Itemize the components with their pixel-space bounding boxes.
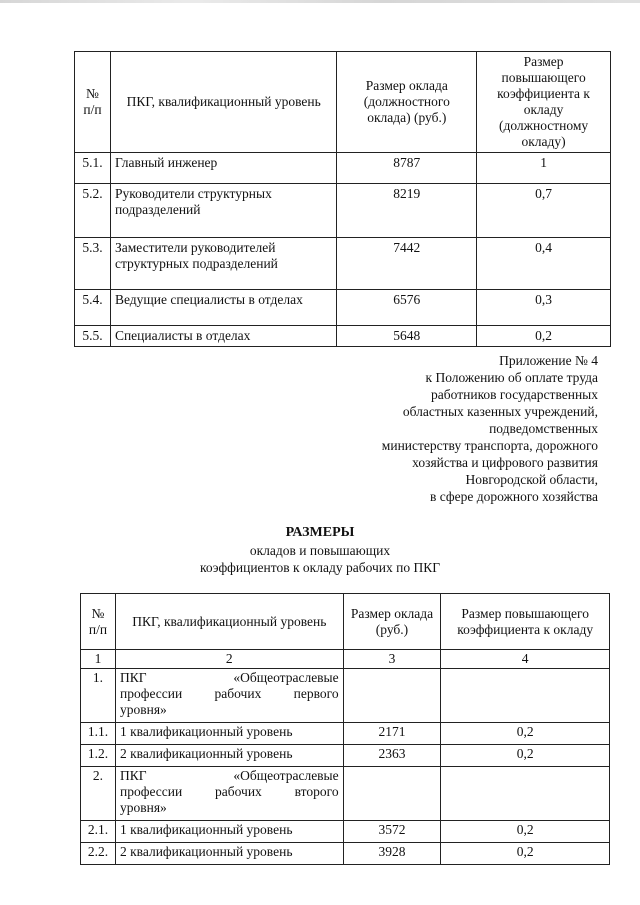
table-row bbox=[75, 184, 611, 238]
row-coef: 0,3 bbox=[477, 290, 611, 326]
row-coef: 0,2 bbox=[477, 326, 611, 347]
table2-column-numbers bbox=[81, 650, 610, 669]
row-num: 5.5. bbox=[75, 326, 111, 347]
group-name-word: уровня» bbox=[119, 800, 167, 815]
appendix-line: областных казенных учреждений, bbox=[402, 404, 598, 419]
group-name-word: «Общеотраслевые bbox=[233, 670, 339, 685]
row-salary: 7442 bbox=[337, 238, 477, 290]
group-name-word: рабочих bbox=[215, 784, 262, 799]
row-salary: 3928 bbox=[343, 843, 441, 865]
empty-cell bbox=[343, 767, 441, 821]
col-number: 2 bbox=[115, 650, 343, 669]
salary-table-workers bbox=[80, 593, 610, 865]
empty-cell bbox=[441, 669, 610, 723]
table-row bbox=[81, 821, 610, 843]
row-num: 5.2. bbox=[75, 184, 111, 238]
row-salary: 8787 bbox=[337, 153, 477, 184]
table-row bbox=[81, 843, 610, 865]
document-title: РАЗМЕРЫ bbox=[285, 525, 355, 540]
document-subtitle-line2: коэффициентов к окладу рабочих по ПКГ bbox=[199, 560, 441, 575]
document-subtitle-line1: окладов и повышающих bbox=[249, 543, 391, 558]
table2-header-coef: Размер повышающего коэффициента к окладу bbox=[441, 594, 610, 650]
row-coef: 0,2 bbox=[441, 821, 610, 843]
row-name: 1 квалификационный уровень bbox=[115, 723, 343, 745]
row-num: 2.1. bbox=[81, 821, 116, 843]
row-name: Руководители структурных подразделений bbox=[110, 184, 336, 238]
row-num: 2.2. bbox=[81, 843, 116, 865]
group-name-word: профессии bbox=[119, 784, 183, 799]
group-num: 2. bbox=[81, 767, 116, 821]
appendix-line: подведомственных bbox=[489, 421, 598, 436]
group-num: 1. bbox=[81, 669, 116, 723]
table-row bbox=[75, 238, 611, 290]
row-salary: 6576 bbox=[337, 290, 477, 326]
table1-header-coef: Размер повышающего коэффициента к окладу (должностному окладу) bbox=[477, 52, 611, 153]
table-row bbox=[75, 326, 611, 347]
appendix-line: министерству транспорта, дорожного bbox=[381, 438, 598, 453]
row-salary: 5648 bbox=[337, 326, 477, 347]
empty-cell bbox=[441, 767, 610, 821]
appendix-note bbox=[298, 352, 598, 505]
table-row bbox=[81, 745, 610, 767]
row-name: Главный инженер bbox=[110, 153, 336, 184]
row-name: Заместители руководителей структурных подразделений bbox=[110, 238, 336, 290]
appendix-line: хозяйства и цифрового развития bbox=[412, 455, 598, 470]
row-num: 5.1. bbox=[75, 153, 111, 184]
group-name-word: уровня» bbox=[119, 702, 167, 717]
row-salary: 2363 bbox=[343, 745, 441, 767]
scan-edge bbox=[0, 0, 640, 3]
row-num: 1.1. bbox=[81, 723, 116, 745]
salary-table-section5 bbox=[74, 51, 611, 347]
group-name-word: «Общеотраслевые bbox=[233, 768, 339, 783]
group-row bbox=[81, 767, 610, 821]
table-row bbox=[81, 723, 610, 745]
appendix-line: Новгородской области, bbox=[465, 472, 598, 487]
col-number: 1 bbox=[81, 650, 116, 669]
table2-header-salary: Размер оклада (руб.) bbox=[343, 594, 441, 650]
row-salary: 2171 bbox=[343, 723, 441, 745]
table-row bbox=[75, 153, 611, 184]
table1-header-num: № п/п bbox=[75, 52, 111, 153]
row-num: 5.4. bbox=[75, 290, 111, 326]
row-coef: 0,2 bbox=[441, 745, 610, 767]
table-row bbox=[75, 290, 611, 326]
table1-header-salary: Размер оклада (должностного оклада) (руб.) bbox=[337, 52, 477, 153]
row-coef: 0,4 bbox=[477, 238, 611, 290]
table2-header-num: № п/п bbox=[81, 594, 116, 650]
group-name bbox=[115, 767, 343, 821]
group-name-word: второго bbox=[294, 784, 339, 799]
col-number: 3 bbox=[343, 650, 441, 669]
row-num: 5.3. bbox=[75, 238, 111, 290]
row-coef: 1 bbox=[477, 153, 611, 184]
group-name bbox=[115, 669, 343, 723]
group-name-word: первого bbox=[293, 686, 339, 701]
col-number: 4 bbox=[441, 650, 610, 669]
row-num: 1.2. bbox=[81, 745, 116, 767]
group-row bbox=[81, 669, 610, 723]
row-coef: 0,7 bbox=[477, 184, 611, 238]
group-name-word: ПКГ bbox=[119, 768, 147, 783]
group-name-word: ПКГ bbox=[119, 670, 147, 685]
row-coef: 0,2 bbox=[441, 843, 610, 865]
table1-header-row bbox=[75, 52, 611, 153]
row-name: Специалисты в отделах bbox=[110, 326, 336, 347]
appendix-line: Приложение № 4 bbox=[499, 353, 598, 368]
row-name: 2 квалификационный уровень bbox=[115, 745, 343, 767]
appendix-line: работников государственных bbox=[431, 387, 598, 402]
table2-header-row bbox=[81, 594, 610, 650]
row-name: 1 квалификационный уровень bbox=[115, 821, 343, 843]
appendix-line: к Положению об оплате труда bbox=[425, 370, 598, 385]
row-salary: 3572 bbox=[343, 821, 441, 843]
group-name-word: рабочих bbox=[214, 686, 262, 701]
table1-header-pkg: ПКГ, квалификационный уровень bbox=[110, 52, 336, 153]
row-coef: 0,2 bbox=[441, 723, 610, 745]
row-name: Ведущие специалисты в отделах bbox=[110, 290, 336, 326]
row-name: 2 квалификационный уровень bbox=[115, 843, 343, 865]
empty-cell bbox=[343, 669, 441, 723]
group-name-word: профессии bbox=[119, 686, 183, 701]
table2-header-pkg: ПКГ, квалификационный уровень bbox=[115, 594, 343, 650]
row-salary: 8219 bbox=[337, 184, 477, 238]
appendix-line: в сфере дорожного хозяйства bbox=[429, 489, 598, 504]
